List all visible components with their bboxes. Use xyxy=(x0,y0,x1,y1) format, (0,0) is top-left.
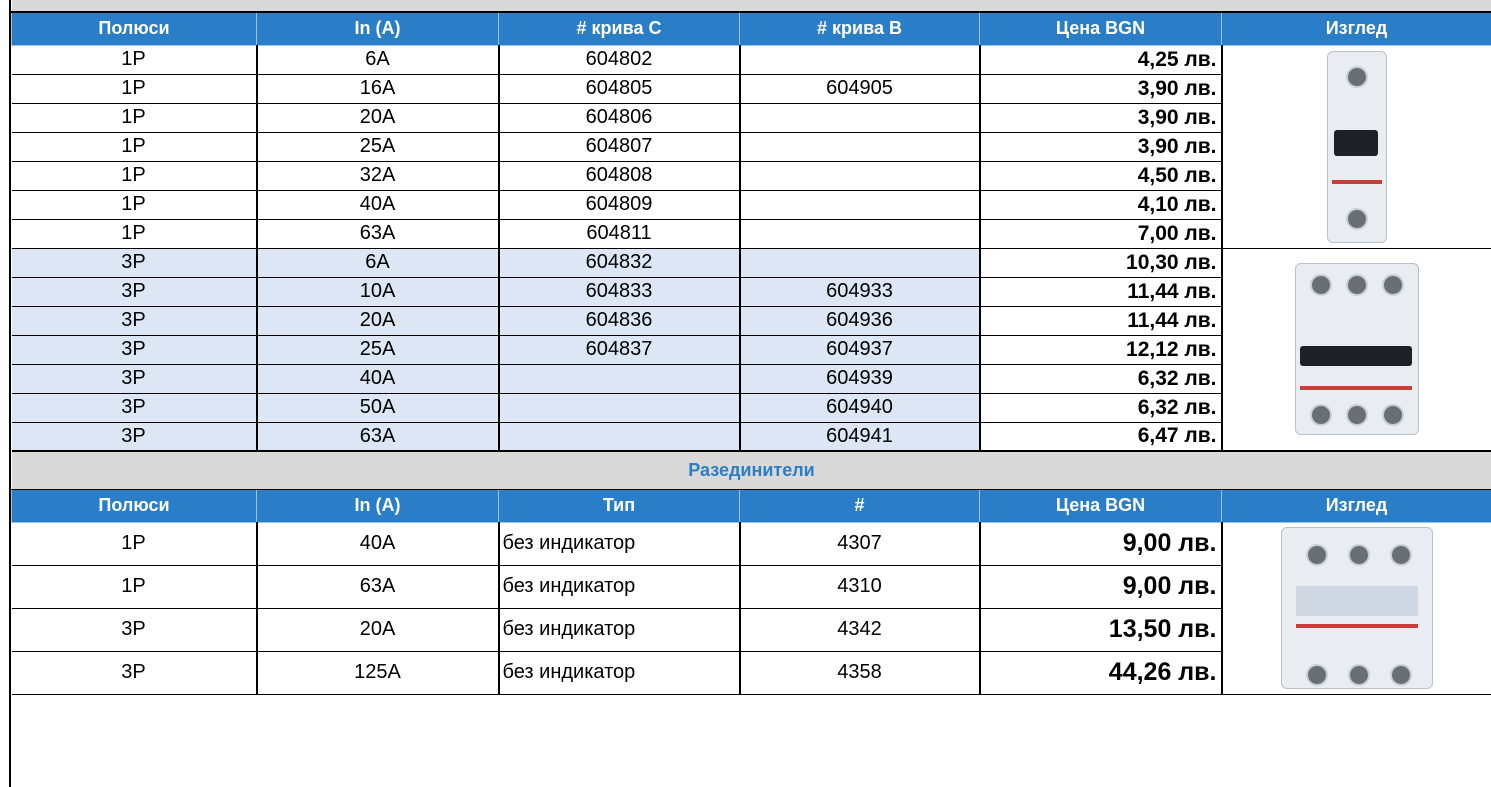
terminal-screw-icon xyxy=(1348,544,1370,566)
col-header-curve-c: # крива C xyxy=(499,12,740,45)
cell-price: 9,00 лв. xyxy=(980,522,1222,565)
table-row xyxy=(12,45,1491,74)
cell-current: 16A xyxy=(257,74,499,103)
cell-code: 4358 xyxy=(740,651,980,694)
cell-type: без индикатор xyxy=(499,522,740,565)
cell-curve-b: 604933 xyxy=(740,277,980,306)
cell-current: 6A xyxy=(257,45,499,74)
cell-current: 50A xyxy=(257,393,499,422)
terminal-screw-icon xyxy=(1382,404,1404,426)
cell-price: 3,90 лв. xyxy=(980,103,1222,132)
table-row xyxy=(12,522,1491,565)
terminal-screw-icon xyxy=(1310,404,1332,426)
product-image-cell xyxy=(1222,522,1491,694)
col-header-curve-b: # крива B xyxy=(740,12,980,45)
cell-price: 4,50 лв. xyxy=(980,161,1222,190)
terminal-screw-icon xyxy=(1310,274,1332,296)
cell-current: 20A xyxy=(257,608,499,651)
cell-curve-c: 604809 xyxy=(499,190,740,219)
cell-code: 4307 xyxy=(740,522,980,565)
cell-price: 11,44 лв. xyxy=(980,306,1222,335)
cell-current: 10A xyxy=(257,277,499,306)
cell-poles: 1P xyxy=(12,161,257,190)
breaker-handle xyxy=(1334,130,1378,156)
cell-curve-b: 604941 xyxy=(740,422,980,451)
cell-price: 3,90 лв. xyxy=(980,74,1222,103)
cell-curve-c: 604832 xyxy=(499,248,740,277)
cell-curve-c: 604836 xyxy=(499,306,740,335)
product-image-cell xyxy=(1222,45,1491,248)
terminal-screw-icon xyxy=(1390,544,1412,566)
terminal-screw-icon xyxy=(1382,274,1404,296)
cell-curve-b xyxy=(740,161,980,190)
cell-price: 13,50 лв. xyxy=(980,608,1222,651)
cell-current: 40A xyxy=(257,522,499,565)
terminal-screw-icon xyxy=(1346,404,1368,426)
cell-curve-c: 604837 xyxy=(499,335,740,364)
terminal-screw-icon xyxy=(1346,274,1368,296)
cell-price: 6,32 лв. xyxy=(980,364,1222,393)
cell-price: 10,30 лв. xyxy=(980,248,1222,277)
col-header-view: Изглед xyxy=(1222,12,1491,45)
cell-curve-b xyxy=(740,103,980,132)
cell-current: 20A xyxy=(257,103,499,132)
cell-curve-c: 604833 xyxy=(499,277,740,306)
cell-poles: 1P xyxy=(12,103,257,132)
table-row xyxy=(12,248,1491,277)
cell-code: 4342 xyxy=(740,608,980,651)
col-header-poles: Полюси xyxy=(12,489,257,522)
cell-curve-c xyxy=(499,364,740,393)
breakers-header-row xyxy=(12,12,1491,45)
cell-code: 4310 xyxy=(740,565,980,608)
cell-curve-b: 604937 xyxy=(740,335,980,364)
red-stripe xyxy=(1296,624,1418,628)
terminal-screw-icon xyxy=(1306,544,1328,566)
cell-current: 25A xyxy=(257,132,499,161)
price-sheet xyxy=(9,0,1491,787)
cell-current: 25A xyxy=(257,335,499,364)
cell-price: 9,00 лв. xyxy=(980,565,1222,608)
cell-current: 40A xyxy=(257,190,499,219)
terminal-screw-icon xyxy=(1348,664,1370,686)
cell-price: 6,32 лв. xyxy=(980,393,1222,422)
cell-price: 3,90 лв. xyxy=(980,132,1222,161)
cell-poles: 3P xyxy=(12,277,257,306)
cell-current: 63A xyxy=(257,219,499,248)
cell-poles: 3P xyxy=(12,422,257,451)
col-header-poles: Полюси xyxy=(12,12,257,45)
cell-price: 12,12 лв. xyxy=(980,335,1222,364)
cell-type: без индикатор xyxy=(499,565,740,608)
cell-poles: 3P xyxy=(12,306,257,335)
cell-poles: 1P xyxy=(12,190,257,219)
cell-poles: 3P xyxy=(12,393,257,422)
cell-curve-b xyxy=(740,132,980,161)
cell-curve-b: 604936 xyxy=(740,306,980,335)
cell-curve-b xyxy=(740,190,980,219)
cell-curve-c: 604806 xyxy=(499,103,740,132)
isolator-switch-image xyxy=(1281,527,1433,689)
three-pole-breaker-image xyxy=(1295,263,1419,435)
red-stripe xyxy=(1300,386,1412,390)
col-header-code: # xyxy=(740,489,980,522)
cell-poles: 1P xyxy=(12,45,257,74)
terminal-screw-icon xyxy=(1306,664,1328,686)
cell-poles: 3P xyxy=(12,335,257,364)
cell-poles: 3P xyxy=(12,248,257,277)
single-pole-breaker-image xyxy=(1327,51,1387,243)
cell-curve-c: 604811 xyxy=(499,219,740,248)
cell-price: 4,10 лв. xyxy=(980,190,1222,219)
cell-price: 44,26 лв. xyxy=(980,651,1222,694)
col-header-price: Цена BGN xyxy=(980,489,1222,522)
terminal-screw-icon xyxy=(1346,208,1368,230)
cell-current: 20A xyxy=(257,306,499,335)
col-header-current: In (A) xyxy=(257,12,499,45)
isolators-section-band xyxy=(12,451,1491,489)
product-image-cell xyxy=(1222,248,1491,451)
cell-curve-c xyxy=(499,393,740,422)
breaker-handle xyxy=(1300,346,1412,366)
switch-body xyxy=(1296,586,1418,616)
section-title: Разединители xyxy=(12,451,1491,489)
cell-price: 4,25 лв. xyxy=(980,45,1222,74)
cell-curve-c xyxy=(499,422,740,451)
cell-type: без индикатор xyxy=(499,651,740,694)
isolators-header-row xyxy=(12,489,1491,522)
price-table xyxy=(11,0,1491,695)
cell-curve-b: 604905 xyxy=(740,74,980,103)
cell-curve-b xyxy=(740,248,980,277)
cell-curve-c: 604808 xyxy=(499,161,740,190)
cell-curve-c: 604802 xyxy=(499,45,740,74)
cell-current: 63A xyxy=(257,565,499,608)
col-header-current: In (A) xyxy=(257,489,499,522)
cell-poles: 3P xyxy=(12,364,257,393)
red-stripe xyxy=(1332,180,1382,184)
col-header-view: Изглед xyxy=(1222,489,1491,522)
col-header-price: Цена BGN xyxy=(980,12,1222,45)
cell-poles: 1P xyxy=(12,74,257,103)
cell-curve-c: 604807 xyxy=(499,132,740,161)
cell-curve-b: 604939 xyxy=(740,364,980,393)
cell-type: без индикатор xyxy=(499,608,740,651)
cell-current: 32A xyxy=(257,161,499,190)
cell-current: 40A xyxy=(257,364,499,393)
cell-price: 11,44 лв. xyxy=(980,277,1222,306)
terminal-screw-icon xyxy=(1390,664,1412,686)
top-section-band xyxy=(12,0,1491,12)
terminal-screw-icon xyxy=(1346,66,1368,88)
cell-price: 7,00 лв. xyxy=(980,219,1222,248)
cell-curve-c: 604805 xyxy=(499,74,740,103)
cell-poles: 1P xyxy=(12,565,257,608)
cell-poles: 1P xyxy=(12,219,257,248)
cell-poles: 3P xyxy=(12,608,257,651)
cell-current: 125A xyxy=(257,651,499,694)
col-header-type: Тип xyxy=(499,489,740,522)
cell-poles: 1P xyxy=(12,522,257,565)
cell-curve-b: 604940 xyxy=(740,393,980,422)
cell-price: 6,47 лв. xyxy=(980,422,1222,451)
cell-current: 6A xyxy=(257,248,499,277)
cell-current: 63A xyxy=(257,422,499,451)
cell-poles: 3P xyxy=(12,651,257,694)
cell-poles: 1P xyxy=(12,132,257,161)
cell-curve-b xyxy=(740,45,980,74)
cell-curve-b xyxy=(740,219,980,248)
